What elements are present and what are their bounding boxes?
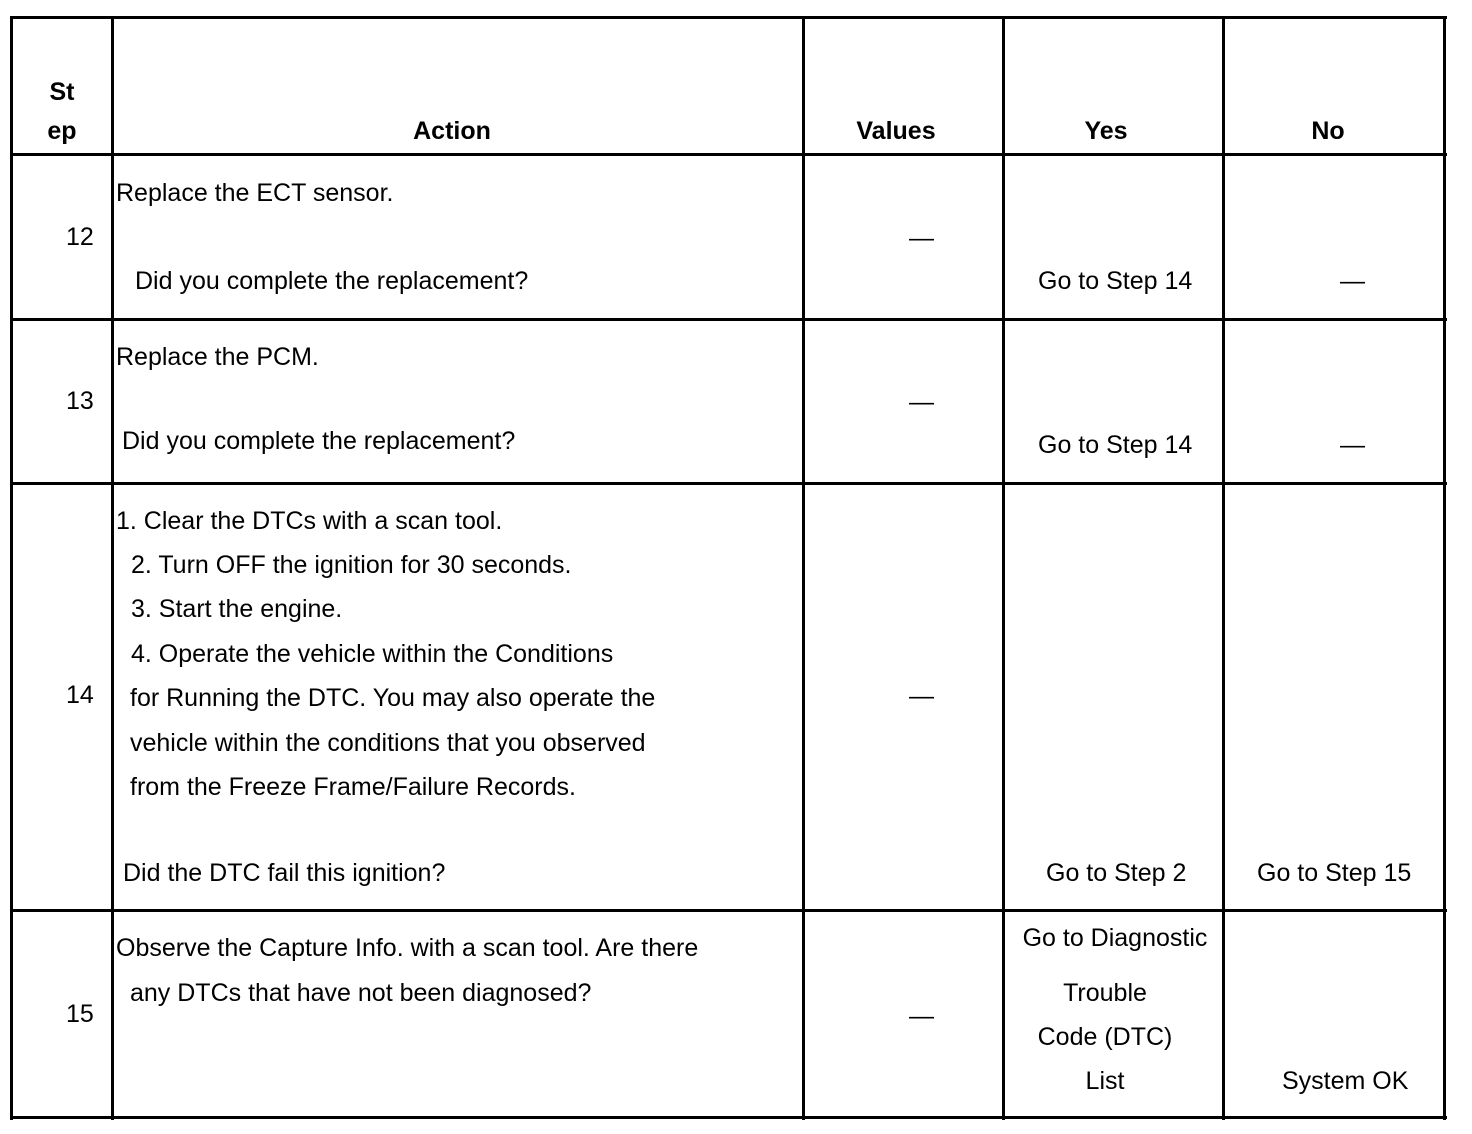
column-divider (1002, 16, 1005, 1120)
action-question: Did the DTC fail this ignition? (123, 859, 446, 887)
yes-cell-line: Code (DTC) (1037, 1023, 1173, 1051)
step-number: 14 (66, 681, 94, 709)
header-values: Values (856, 117, 936, 145)
no-cell: Go to Step 15 (1257, 859, 1412, 887)
yes-cell-line: Go to Diagnostic (1022, 924, 1208, 952)
values-cell: — (909, 1002, 934, 1030)
no-cell: — (1340, 431, 1365, 459)
action-line: Observe the Capture Info. with a scan tool. Are there (116, 934, 699, 962)
header-yes: Yes (1084, 117, 1128, 145)
header-divider (10, 153, 1447, 156)
yes-cell: Go to Step 14 (1038, 267, 1193, 295)
yes-cell: Go to Step 2 (1046, 859, 1187, 887)
no-cell: System OK (1282, 1067, 1409, 1095)
values-cell: — (909, 682, 934, 710)
table-border-right (1443, 16, 1446, 1120)
yes-cell-line: Trouble (1063, 979, 1147, 1007)
action-line: 4. Operate the vehicle within the Conditions (131, 640, 614, 668)
header-no: No (1311, 117, 1345, 145)
action-line: 3. Start the engine. (131, 595, 343, 623)
header-step-line1: St (49, 78, 75, 106)
header-action: Action (413, 117, 491, 145)
step-number: 12 (66, 223, 94, 251)
header-step-line2: ep (47, 117, 77, 145)
table-border-top (10, 16, 1447, 19)
table-border-bottom (10, 1116, 1447, 1119)
row-divider (10, 482, 1447, 485)
action-line: 1. Clear the DTCs with a scan tool. (116, 507, 503, 535)
values-cell: — (909, 224, 934, 252)
no-cell: — (1340, 267, 1365, 295)
action-line: from the Freeze Frame/Failure Records. (130, 773, 576, 801)
yes-cell: Go to Step 14 (1038, 431, 1193, 459)
action-text: Replace the ECT sensor. (116, 179, 394, 207)
action-line: for Running the DTC. You may also operate the (130, 684, 656, 712)
column-divider (1222, 16, 1225, 1120)
action-line: 2. Turn OFF the ignition for 30 seconds. (131, 551, 572, 579)
column-divider (802, 16, 805, 1120)
action-question: Did you complete the replacement? (135, 267, 529, 295)
table-border-left (10, 16, 13, 1120)
yes-cell-line: List (1085, 1067, 1125, 1095)
column-divider (111, 16, 114, 1120)
values-cell: — (909, 388, 934, 416)
action-line: any DTCs that have not been diagnosed? (130, 979, 592, 1007)
action-text: Replace the PCM. (116, 343, 319, 371)
step-number: 13 (66, 387, 94, 415)
action-question: Did you complete the replacement? (122, 427, 516, 455)
row-divider (10, 318, 1447, 321)
step-number: 15 (66, 1000, 94, 1028)
action-line: vehicle within the conditions that you observed (130, 729, 646, 757)
row-divider (10, 909, 1447, 912)
